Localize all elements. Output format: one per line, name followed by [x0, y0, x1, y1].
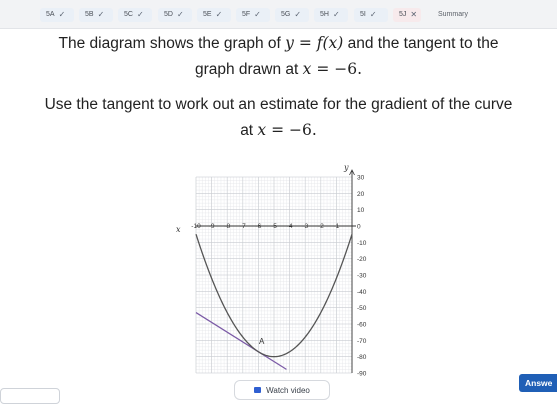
math-fn-f: f	[316, 34, 323, 52]
tab-label: 5H	[320, 11, 329, 18]
tab-label: 5J	[399, 11, 407, 18]
y-tick-label: -90	[357, 370, 367, 378]
y-tick-label: -80	[357, 354, 367, 362]
check-icon: ✓	[136, 10, 144, 19]
y-tick-label: -20	[357, 256, 367, 264]
y-tick-label: 30	[357, 174, 365, 182]
x-tick-label: -8	[224, 223, 231, 230]
tab-label: 5F	[242, 11, 251, 18]
x-tick-label: -3	[302, 223, 309, 230]
math-var-x: x	[302, 60, 312, 78]
question-text: at	[240, 122, 258, 139]
check-icon: ✓	[294, 10, 302, 19]
math-var-x: x	[257, 121, 267, 139]
x-tick-label: -2	[317, 223, 324, 230]
question-text: The diagram shows the graph of	[58, 35, 286, 52]
tab-label: 5E	[203, 11, 212, 18]
video-icon	[254, 387, 261, 393]
math-var-y: y	[285, 34, 294, 52]
x-tick-label: -7	[239, 223, 246, 230]
y-tick-label: -30	[357, 272, 367, 280]
watch-video-label: Watch video	[266, 385, 310, 395]
x-tick-label: -6	[255, 223, 262, 230]
answer-label: Answe	[525, 378, 553, 388]
check-icon: ✓	[97, 10, 105, 19]
check-icon: ✓	[369, 10, 377, 19]
check-icon: ✓	[332, 10, 340, 19]
y-tick-label: 10	[357, 207, 365, 215]
y-tick-label: 0	[357, 223, 361, 231]
tab-label: 5I	[360, 11, 366, 18]
question-text: and the tangent to the	[343, 35, 499, 52]
y-tick-label: 20	[357, 190, 365, 198]
question-text: graph drawn at	[194, 61, 303, 78]
y-tick-label: -60	[357, 321, 367, 329]
check-icon: ✓	[215, 10, 223, 19]
tab-label: 5D	[164, 11, 173, 18]
x-tick-label: -5	[271, 223, 277, 230]
axes	[196, 170, 356, 373]
tangent-line	[196, 313, 286, 370]
x-tick-label: -1	[333, 223, 340, 230]
y-tick-label: -70	[357, 337, 367, 345]
x-tick-label: -10	[191, 223, 201, 230]
watch-video-button[interactable]	[234, 380, 330, 400]
tab-label: 5A	[46, 11, 55, 18]
tab-label: 5C	[124, 11, 133, 18]
point-a-label: A	[259, 337, 265, 346]
question-text: Use the tangent to work out an estimate for the gradient of the curve	[44, 96, 513, 113]
y-axis-label: y	[344, 163, 349, 172]
math-value: = −6.	[266, 121, 317, 139]
tab-label: 5G	[281, 11, 291, 18]
cross-icon: ✕	[410, 10, 418, 19]
check-icon: ✓	[58, 10, 66, 19]
x-tick-label: -9	[208, 223, 215, 230]
x-tick-label: -4	[286, 223, 293, 230]
math-value: = −6.	[311, 60, 363, 78]
bottom-left-stub	[0, 388, 60, 404]
check-icon: ✓	[176, 10, 184, 19]
x-axis-label: x	[176, 225, 181, 234]
tab-label: Summary	[438, 11, 468, 18]
tab-label: 5B	[85, 11, 94, 18]
y-tick-label: -40	[357, 288, 367, 296]
math-equals: =	[293, 34, 317, 52]
y-tick-label: -10	[357, 239, 367, 247]
math-fn-arg: (x)	[322, 34, 344, 52]
answer-button[interactable]	[519, 374, 557, 392]
check-icon: ✓	[254, 10, 261, 19]
y-tick-label: -50	[357, 305, 367, 313]
